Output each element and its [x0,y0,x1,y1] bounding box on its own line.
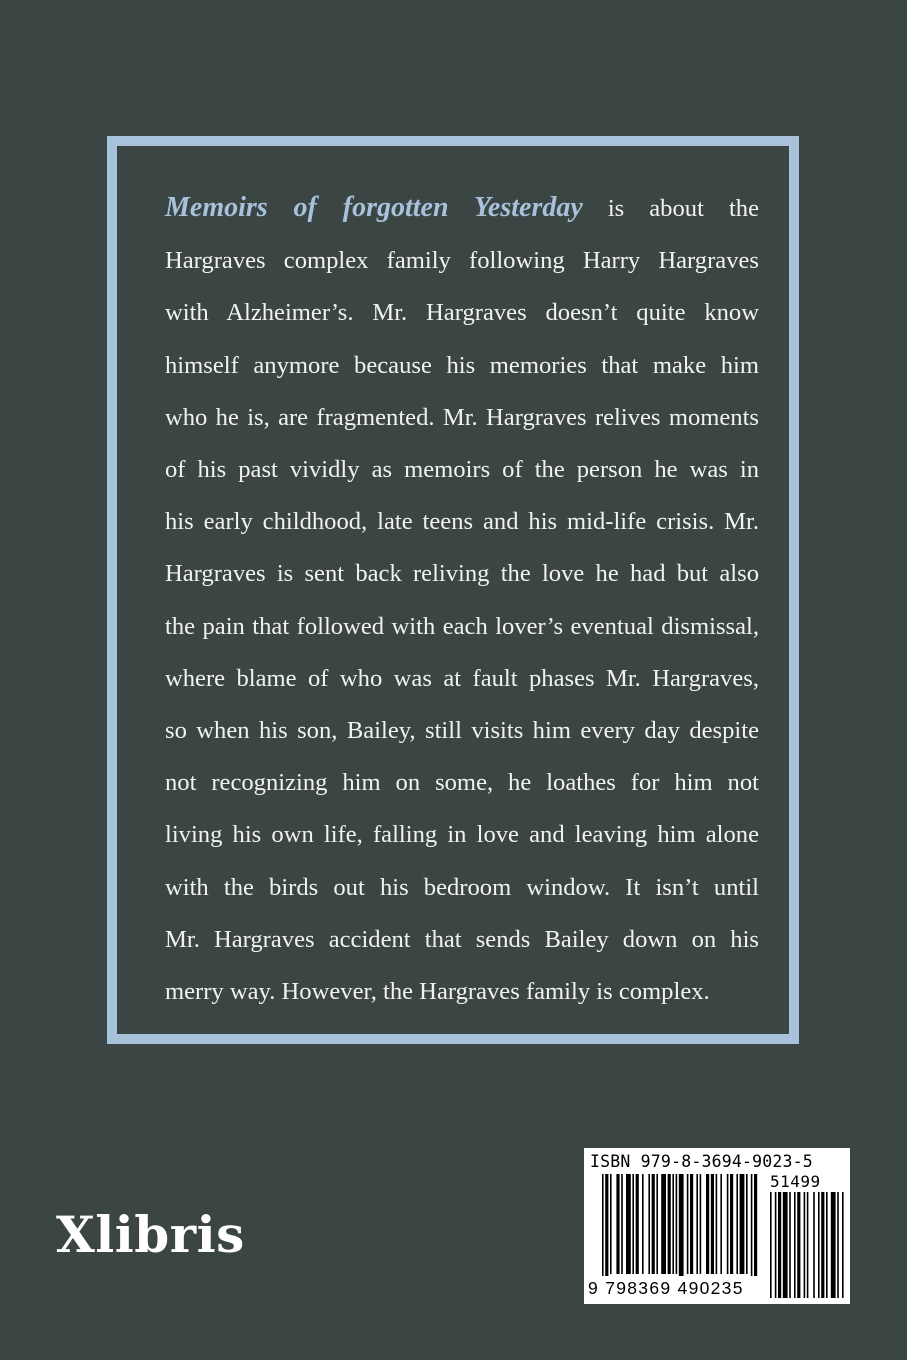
barcode-bar [716,1174,718,1274]
blurb-line: with the birds out his bedroom window. It isn’t until [165,873,759,901]
barcode-bar [687,1174,689,1274]
blurb-line: Mr. Hargraves accident that sends Bailey down on his [165,925,759,953]
blurb-line: of his past vividly as memoirs of the person he was in [165,456,759,484]
barcode-bar [668,1174,671,1274]
barcode-addon-bar [804,1192,806,1298]
barcode-bar [656,1174,658,1274]
blurb-line [165,182,759,235]
blurb-frame [107,136,799,1044]
barcode-bar [616,1174,619,1274]
blurb-line: who he is, are fragmented. Mr. Hargraves relives moments [165,403,759,431]
blurb-line: himself anymore because his memories that make him [165,351,759,379]
barcode-addon-bar [821,1192,824,1298]
ean-number: 9 798369 490235 [588,1278,744,1298]
barcode-bar [676,1174,678,1274]
barcode-bar [672,1174,674,1274]
barcode-bar [700,1174,702,1274]
blurb-line: not recognizing him on some, he loathes for him not [165,769,759,797]
blurb-line: Hargraves complex family following Harry Hargraves [165,247,759,275]
barcode-addon-bar [797,1192,800,1298]
barcode-bar [621,1174,623,1274]
isbn-label: ISBN 979-8-3694-9023-5 [590,1152,813,1171]
blurb-line: merry way. However, the Hargraves family is complex. [165,978,710,1006]
barcode-bar [740,1174,745,1274]
blurb-line: where blame of who was at fault phases Mr. Hargraves, [165,664,759,692]
barcode-bar [652,1174,655,1274]
barcode-bar [690,1174,693,1274]
barcode-bar [661,1174,666,1274]
barcode-bar [679,1174,684,1276]
barcode-bar [648,1174,650,1274]
publisher-logo: Xlibris [56,1205,245,1264]
barcode-addon-bar [794,1192,796,1298]
barcode-bar [602,1174,604,1276]
barcode-bar [736,1174,738,1274]
blurb-line: the pain that followed with each lover’s eventual dismissal, [165,612,759,640]
price-code: 51499 [770,1172,821,1191]
barcode-bar [642,1174,644,1274]
barcode-bar [632,1174,634,1274]
barcode-addon-bar [789,1192,791,1298]
blurb-line: living his own life, falling in love and leaving him alone [165,821,759,849]
blurb-line-text: is about the [582,195,759,222]
barcode-bar [610,1174,612,1274]
back-cover-blurb [165,182,759,1018]
book-title: Memoirs of forgotten Yesterday [165,192,583,223]
barcode-addon-bar [807,1192,809,1298]
barcode-bar [605,1174,608,1276]
barcode-bar [636,1174,639,1274]
blurb-line: so when his son, Bailey, still visits him every day despite [165,717,759,745]
barcode-bar [706,1174,709,1274]
barcode-addon-bar [837,1192,839,1298]
barcode-bar [711,1174,714,1274]
blurb-line: with Alzheimer’s. Mr. Hargraves doesn’t quite know [165,299,759,327]
barcode-bar [727,1174,729,1274]
barcode-addon-bar [778,1192,781,1298]
barcode-bar [720,1174,722,1274]
barcode-bar [754,1174,757,1276]
barcode-addon-bar [770,1192,772,1298]
barcode-addon-bar [842,1192,844,1298]
barcode-bar [751,1174,753,1276]
blurb-line: Hargraves is sent back reliving the love he had but also [165,560,759,588]
barcode-addon-bar [783,1192,788,1298]
barcode-addon-bar [775,1192,777,1298]
barcode-bar [746,1174,748,1274]
barcode-bar [730,1174,733,1274]
isbn-barcode [584,1148,850,1304]
barcode-bar [626,1174,631,1274]
barcode-addon-bar [826,1192,828,1298]
barcode-addon-bar [831,1192,836,1298]
barcode-addon-bar [813,1192,815,1298]
barcode-bar [696,1174,698,1274]
barcode-addon-bar [818,1192,820,1298]
blurb-line: his early childhood, late teens and his mid-life crisis. Mr. [165,508,759,536]
